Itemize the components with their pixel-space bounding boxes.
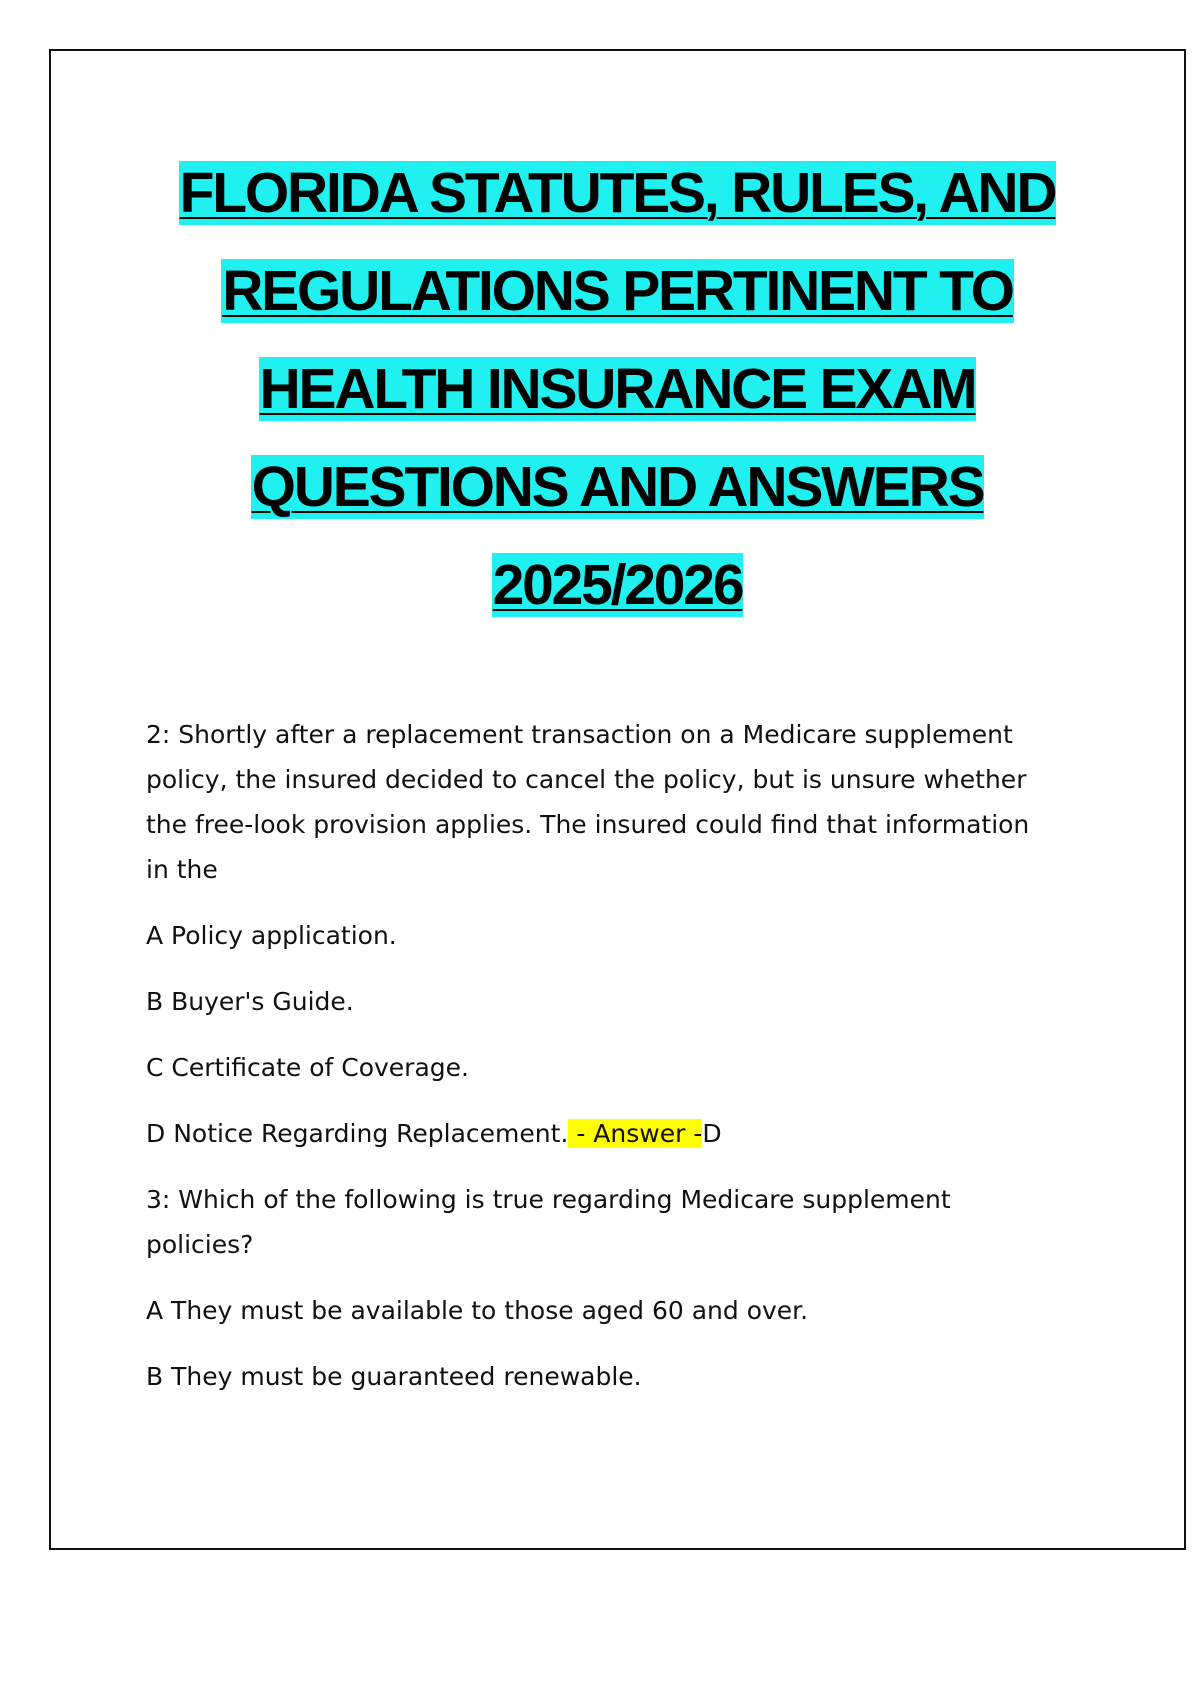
answer-marker: - Answer - (568, 1119, 703, 1148)
answer-value: D (702, 1119, 722, 1148)
question-3-option-b: B They must be guaranteed renewable. (146, 1362, 642, 1391)
question-2-option-a: A Policy application. (146, 921, 397, 950)
questions-body (146, 712, 1106, 1399)
title-line-2: REGULATIONS PERTINENT TO (222, 259, 1013, 323)
question-3-prompt (146, 1177, 1106, 1267)
question-3-prompt-line: 3: Which of the following is true regarding Medicare supplement (146, 1185, 951, 1214)
title-line-4: QUESTIONS AND ANSWERS (251, 455, 984, 519)
question-2-option-b: B Buyer's Guide. (146, 987, 354, 1016)
title-line-3: HEALTH INSURANCE EXAM (259, 357, 976, 421)
question-2-prompt-line: in the (146, 855, 218, 884)
question-2-prompt-line: 2: Shortly after a replacement transaction on a Medicare supplement (146, 720, 1013, 749)
question-2-prompt-line: the free-look provision applies. The insured could find that information (146, 810, 1030, 839)
title-line-5: 2025/2026 (492, 553, 743, 617)
question-2-option-c: C Certificate of Coverage. (146, 1053, 469, 1082)
document-title (49, 144, 1186, 634)
question-2-option-d (146, 1111, 1106, 1156)
title-line-1: FLORIDA STATUTES, RULES, AND (179, 161, 1056, 225)
question-2-prompt-line: policy, the insured decided to cancel the policy, but is unsure whether (146, 765, 1027, 794)
question-3-prompt-line: policies? (146, 1230, 254, 1259)
question-3-option-a: A They must be available to those aged 60 and over. (146, 1296, 809, 1325)
option-d-text: D Notice Regarding Replacement. (146, 1119, 569, 1148)
question-2-prompt (146, 712, 1106, 892)
